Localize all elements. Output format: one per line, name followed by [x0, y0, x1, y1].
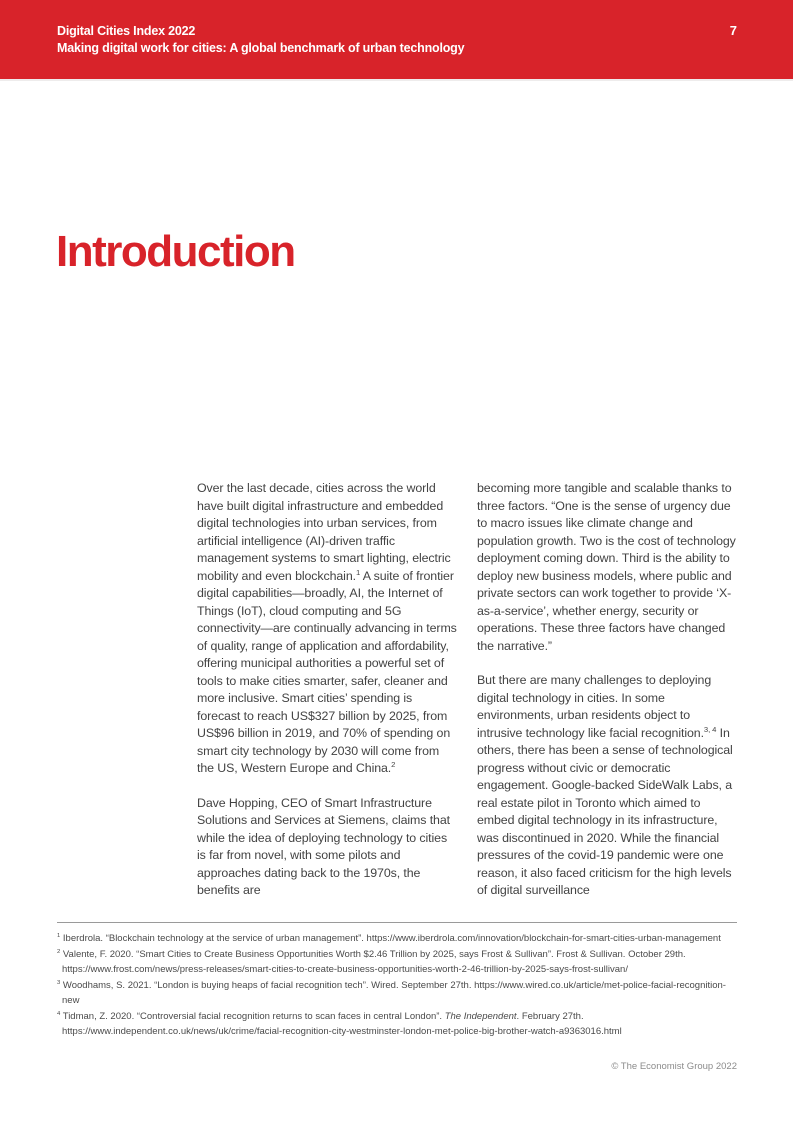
body-paragraph: But there are many challenges to deploying digital technology in cities. In some environments, urban residents object to intrusive technology like facial recognition.$^{3, 4}$ In others, there has been a sense of technological progress without civic or democratic engagement. Google-backed SideWalk Labs, a real estate pilot in Toronto which aimed to embed digital technology in its infrastructure, was discontinued in 2020. While the financial pressures of the covid-19 pandemic were one reason, it also faced criticism for the high levels of digital surveillance — [477, 673, 733, 897]
footnote: $^1$ Iberdrola. “Blockchain technology at the service of urban management”. https://www.iberdrola.com/innovation/blockchain-for-smart-cities-urban-management — [57, 932, 721, 944]
body-paragraph: Over the last decade, cities across the world have built digital infrastructure and embedded digital technologies into urban services, from artificial intelligence (AI)-driven traffic management systems to smart lighting, electric mobility and even blockchain.$^1$ A suite of frontier digital capabilities—broadly, AI, the Internet of Things (IoT), cloud computing and 5G connectivity—are continually advancing in terms of quality, range of application and affordability, offering municipal authorities a powerful set of tools to make cities smarter, safer, cleaner and more inclusive. Smart cities’ spending is forecast to reach US$327 billion by 2025, from US$96 billion in 2019, and 70% of spending on smart city technology by 2030 will come from the US, Western Europe and China.$^2$ — [197, 481, 457, 775]
report-header-text — [57, 23, 464, 56]
body-paragraph: becoming more tangible and scalable thanks to three factors. “One is the sense of urgency due to macro issues like climate change and population growth. Two is the cost of technology deployment coming down. Third is the ability to deploy new business models, where public and private sectors can work together to provide ‘X-as-a-service’, whether energy, security or operations. These three factors have changed the narrative.” — [477, 481, 736, 653]
body-paragraph: Dave Hopping, CEO of Smart Infrastructure Solutions and Services at Siemens, claims that while the idea of deploying technology to cities is far from novel, with some pilots and approaches dating back to the 1970s, the benefits are — [197, 795, 450, 897]
footnote: $^3$ Woodhams, S. 2021. “London is buying heaps of facial recognition tech”. Wired. September 27th. https://www.wired.co.uk/article/met-police-facial-recognition-new — [57, 979, 726, 1006]
footnote: $^2$ Valente, F. 2020. “Smart Cities to Create Business Opportunities Worth $2.46 Trillion by 2025, says Frost & Sullivan”. Frost & Sullivan. October 29th. https://www.frost.com/news/press-releases/smart-cities-to-create-business-opportunities-worth-2-46-trillion-by-2025-says-frost-sullivan/ — [57, 948, 686, 975]
report-title: Digital Cities Index 2022 — [57, 24, 196, 38]
footnote: $^4$ Tidman, Z. 2020. “Controversial facial recognition returns to scan faces in central London”. The Independent. February 27th. https://www.independent.co.uk/news/uk/crime/facial-recognition-city-westminster-london-met-police-big-brother-watch-a9363016.html — [57, 1010, 622, 1037]
page-number: 7 — [729, 23, 737, 38]
section-title: Introduction — [56, 227, 295, 276]
body-column-left — [197, 480, 457, 917]
report-header — [0, 0, 793, 81]
footnotes-section — [57, 922, 737, 1040]
copyright-notice: © The Economist Group 2022 — [611, 1061, 737, 1072]
body-column-right — [477, 480, 737, 917]
body-columns — [197, 480, 737, 917]
report-subtitle: Making digital work for cities: A global benchmark of urban technology — [57, 40, 465, 55]
